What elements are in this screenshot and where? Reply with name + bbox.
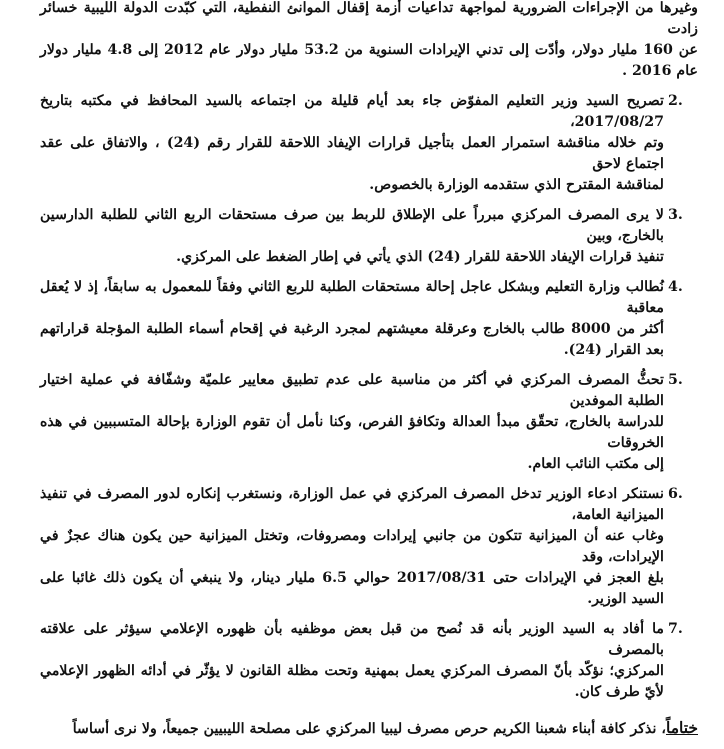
item-number: 2. <box>668 93 683 109</box>
text-line: لمناقشة المقترح الذي ستقدمه الوزارة بالخصوص. <box>369 177 664 193</box>
item-number: 7. <box>668 621 683 637</box>
item-number: 4. <box>668 279 683 295</box>
list-item <box>40 370 698 475</box>
list-item <box>40 619 698 703</box>
item-number: 3. <box>668 207 683 223</box>
text-line: عن 160 مليار دولار، وأدّت إلى تدني الإيرادات السنوية من 53.2 مليار دولار عام 2012 إلى 4.8 مليار دولار عام 2016 . <box>40 42 698 79</box>
text-line: للدراسة بالخارج، تحقّق مبدأ العدالة وتكافؤ الفرص، وكنا نأمل أن تقوم الوزارة بإحالة المتسببين في هذه الخروقات <box>40 414 664 451</box>
text-line: أكثر من 8000 طالب بالخارج وعرقلة معيشتهم لمجرد الرغبة في إقحام أسماء الطلبة المؤجلة قراراتهم بعد القرار (24). <box>40 321 664 358</box>
text-line: بلغ العجز في الإيرادات حتى 2017/08/31 حوالي 6.5 مليار دينار، ولا ينبغي أن يكون ذلك غائبا على السيد الوزير. <box>40 570 664 607</box>
statement-body <box>40 0 698 749</box>
text-line: وغاب عنه أن الميزانية تتكون من جانبي إيرادات ومصروفات، وتختل الميزانية حين يكون هناك عجزٌ في الإيرادات، وقد <box>40 528 664 565</box>
list-item <box>40 277 698 361</box>
closing-paragraph <box>40 717 698 740</box>
list-item <box>40 91 698 196</box>
text-line: نستنكر ادعاء الوزير تدخل المصرف المركزي في عمل الوزارة، ونستغرب إنكاره لدور المصرف في تنفيذ الميزانية العامة، <box>40 486 664 523</box>
text-line: ما أفاد به السيد الوزير بأنه قد نُصح من قبل بعض موظفيه بأن ظهوره الإعلامي سيؤثر على علاقته بالمصرف <box>40 621 664 658</box>
text-line: وتم خلاله مناقشة استمرار العمل بتأجيل قرارات الإيفاد اللاحقة للقرار رقم (24) ، والاتفاق على عقد اجتماع لاحق <box>40 135 665 172</box>
intro-paragraph <box>40 0 698 82</box>
item-number: 6. <box>668 486 683 502</box>
list-item <box>40 205 698 268</box>
text-line: تصريح السيد وزير التعليم المفوّض جاء بعد أيام قليلة من اجتماعه بالسيد المحافظ في مكتبه بتاريخ 2017/08/27، <box>40 93 664 130</box>
text-line: لا يرى المصرف المركزي مبرراً على الإطلاق للربط بين صرف مستحقات الربع الثاني للطلبة الدارسين بالخارج، وبين <box>40 207 664 244</box>
closing-label: ختاماً <box>665 718 698 737</box>
closing-text: ، نذكر كافة أبناء شعبنا الكريم حرص مصرف ليبيا المركزي على مصلحة الليبيين جميعاً، ولا نرى أساساً <box>72 721 666 737</box>
text-line: تنفيذ قرارات الإيفاد اللاحقة للقرار (24) الذي يأتي في إطار الضغط على المركزي. <box>176 249 664 265</box>
text-line: تحثُّ المصرف المركزي في أكثر من مناسبة على عدم تطبيق معايير علميّة وشفّافة في عملية اختيار الطلبة الموفدين <box>40 372 664 409</box>
text-line: نُطالب وزارة التعليم وبشكل عاجل إحالة مستحقات الطلبة للربع الثاني وفقاً للمعمول به سابقاً، إذ لا يُعقل معاقبة <box>40 279 664 316</box>
list-item <box>40 484 698 610</box>
item-number: 5. <box>668 372 683 388</box>
text-line: وغيرها من الإجراءات الضرورية لمواجهة تداعيات أزمة إقفال الموانئ النفطية، التي كبّدت الدولة الليبية خسائر زادت <box>40 0 698 37</box>
text-line: إلى مكتب النائب العام. <box>527 456 664 472</box>
text-line: المركزي؛ نؤكّد بأنّ المصرف المركزي يعمل بمهنية وتحت مظلة القانون لا يؤثّر في أدائه الظهور الإعلامي لأيّ طرف كان. <box>40 663 664 700</box>
